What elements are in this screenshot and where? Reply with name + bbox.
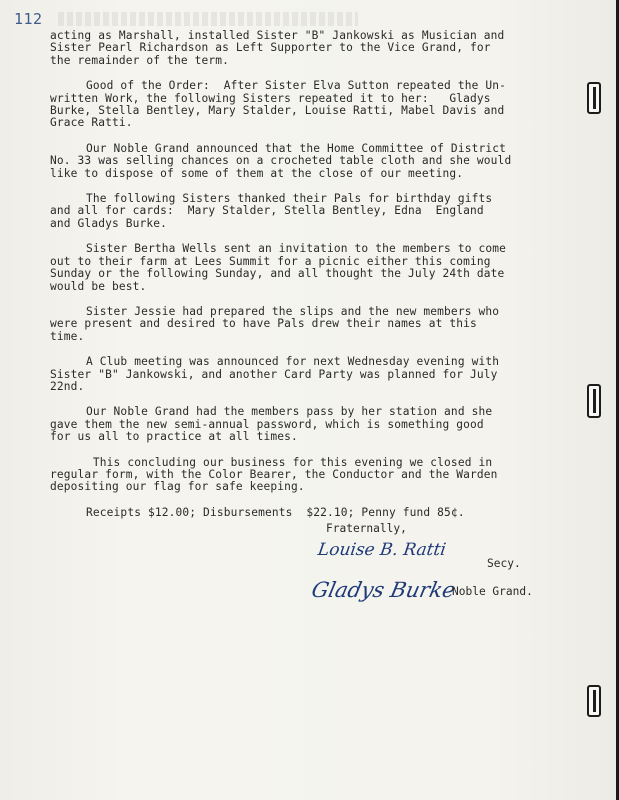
closing-salutation: Fraternally, [326,522,407,535]
paragraph: Our Noble Grand had the members pass by her station and she gave them the new semi-annual password, which is something good for us all to practice at all times. [50,405,493,444]
paragraph: acting as Marshall, installed Sister "B" Jankowski as Musician and Sister Pearl Richardson as Left Supporter to the Vice Grand, for the remainder of the term. [50,29,505,67]
faded-header-text [58,12,358,26]
paragraph: Our Noble Grand announced that the Home Committee of District No. 33 was selling chances on a crocheted table cloth and she would like to dispose of some of them at the close of our meeting. [50,141,512,180]
noble-grand-signature: Gladys Burke [309,578,458,602]
paragraph: A Club meeting was announced for next Wednesday evening with Sister "B" Jankowski, and another Card Party was planned for July 22nd. [50,355,500,393]
binder-hole-top [587,82,601,114]
receipts-line: Receipts $12.00; Disbursements $22.10; Penny fund 85¢. [86,505,465,519]
binder-hole-bottom [587,685,601,717]
binder-hole-middle [587,384,601,418]
page-number: 112 [14,10,43,28]
noble-grand-title: Noble Grand. [452,585,533,598]
paragraph: This concluding our business for this evening we closed in regular form, with the Color Bearer, the Conductor and the Warden depositing our flag for safe keeping. [50,455,498,494]
secretary-signature: Louise B. Ratti [316,540,448,560]
paragraph: The following Sisters thanked their Pals for birthday gifts and all for cards: Mary Stalder, Stella Bentley, Edna England and Gladys Burke. [50,192,493,230]
paragraph: Sister Bertha Wells sent an invitation to the members to come out to their farm at Lees Summit for a picnic either this coming Sunday or the following Sunday, and all thought the July 24th date would be best. [50,242,507,293]
secretary-title: Secy. [487,557,521,570]
paragraph: Sister Jessie had prepared the slips and the new members who were present and desired to have Pals drew their names at this time. [50,304,500,343]
minutes-body [50,30,560,519]
paragraph: Good of the Order: After Sister Elva Sutton repeated the Un- written Work, the following Sisters repeated it to her: Gladys Burke, Stella Bentley, Mary Stalder, Louise Ratti, Mabel Davis and Grace Ratti. [50,79,507,130]
